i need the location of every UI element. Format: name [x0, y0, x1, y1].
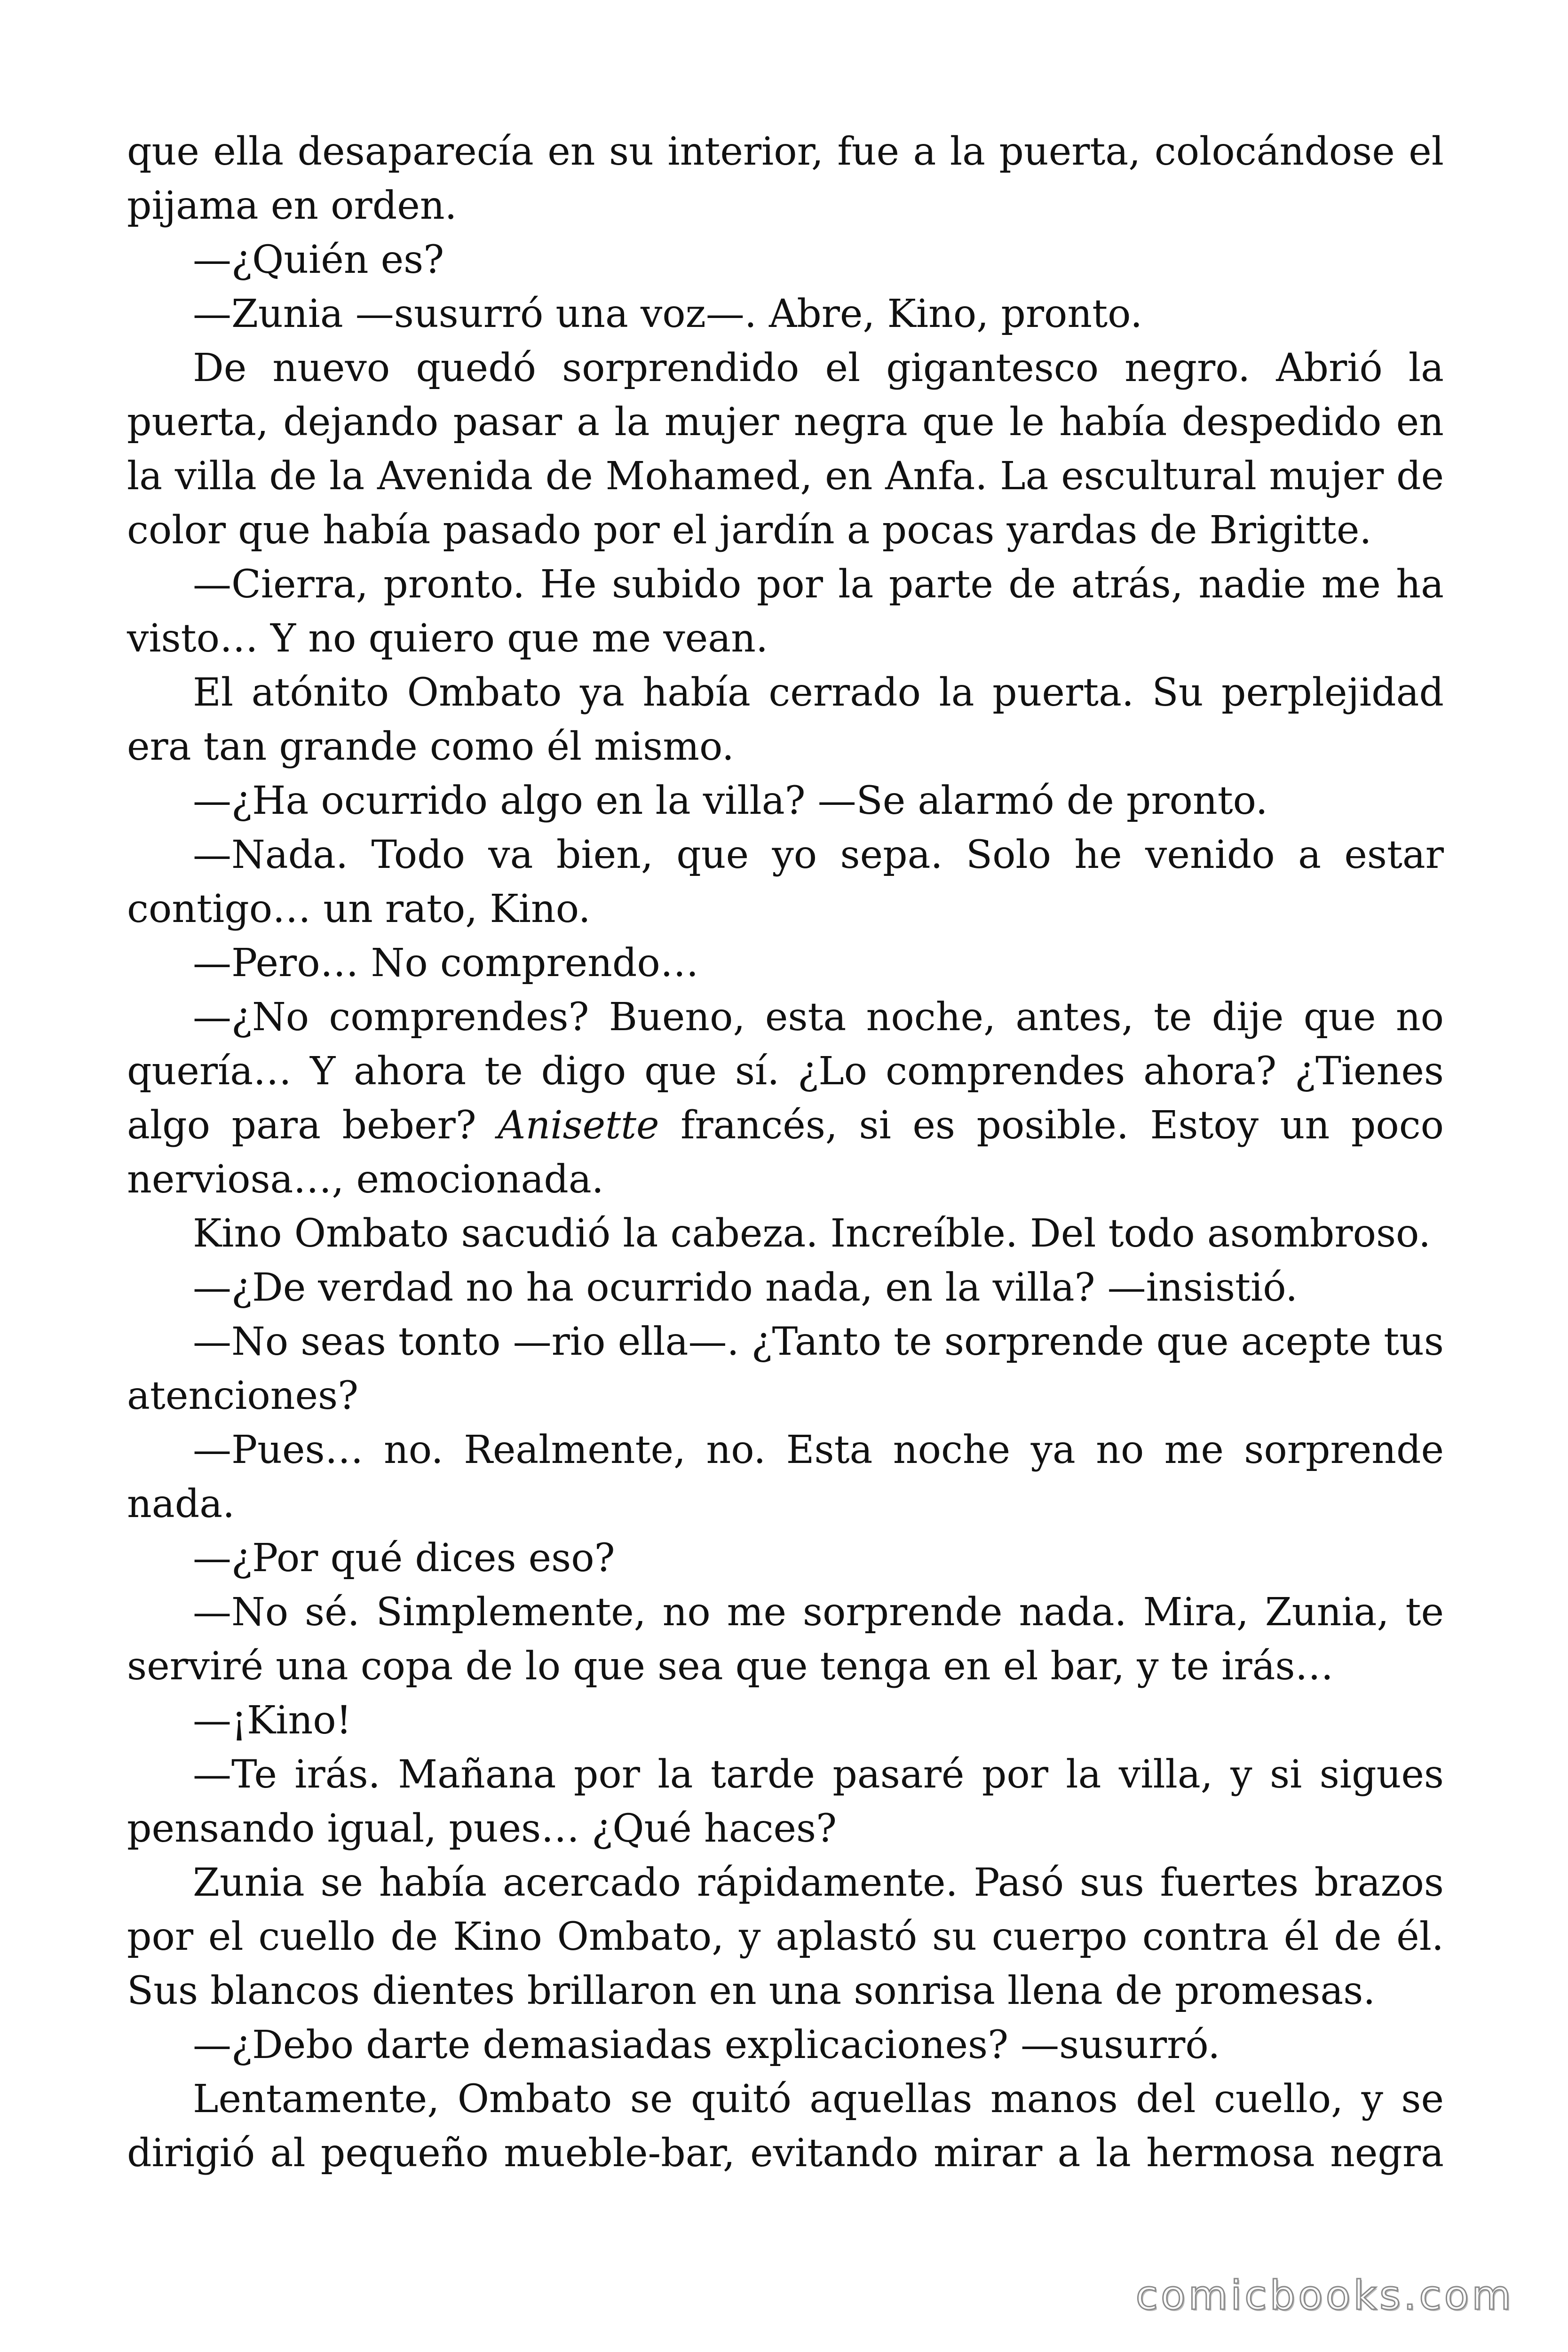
paragraph-text: —Pues… no. Realmente, no. Esta noche ya no me sorprende nada.	[127, 1428, 1444, 1526]
paragraph	[127, 1423, 1444, 1531]
paragraph-text: —¡Kino!	[193, 1698, 352, 1743]
paragraph-text: —¿Quién es?	[193, 238, 444, 282]
paragraph-text: Kino Ombato sacudió la cabeza. Increíble. Del todo asombroso.	[193, 1211, 1431, 1256]
paragraph-text: —Pero… No comprendo…	[193, 941, 699, 985]
paragraph-text: Zunia se había acercado rápidamente. Pasó sus fuertes brazos por el cuello de Kino Ombato, y aplastó su cuerpo contra él de él. Sus blancos dientes brillaron en una sonrisa llena de promesas.	[127, 1860, 1444, 2013]
paragraph-text: francés, si es posible. Estoy un poco nerviosa…, emocionada.	[127, 1103, 1444, 1202]
paragraph	[127, 125, 1444, 233]
paragraph	[127, 557, 1444, 666]
paragraph-text: —¿De verdad no ha ocurrido nada, en la villa? —insistió.	[193, 1265, 1298, 1310]
paragraph-text: —No sé. Simplemente, no me sorprende nada. Mira, Zunia, te serviré una copa de lo que sea que tenga en el bar, y te irás…	[127, 1590, 1444, 1689]
paragraph	[127, 287, 1444, 341]
paragraph	[127, 1585, 1444, 1693]
paragraph	[127, 828, 1444, 936]
paragraph	[127, 666, 1444, 774]
paragraph	[127, 2018, 1444, 2072]
paragraph-text: —Cierra, pronto. He subido por la parte de atrás, nadie me ha visto… Y no quiero que me vean.	[127, 562, 1444, 661]
paragraph-text: De nuevo quedó sorprendido el gigantesco negro. Abrió la puerta, dejando pasar a la mujer negra que le había despedido en la villa de la Avenida de Mohamed, en Anfa. La escultural mujer de color que había pasado por el jardín a pocas yardas de Brigitte.	[127, 346, 1444, 553]
paragraph	[127, 1261, 1444, 1315]
page-text-body	[127, 125, 1444, 2180]
paragraph	[127, 936, 1444, 990]
paragraph	[127, 774, 1444, 828]
paragraph-text: —¿Debo darte demasiadas explicaciones? —susurró.	[193, 2023, 1220, 2067]
paragraph-text: El atónito Ombato ya había cerrado la puerta. Su perplejidad era tan grande como él mismo.	[127, 670, 1444, 769]
paragraph-text: Lentamente, Ombato se quitó aquellas manos del cuello, y se dirigió al pequeño mueble-bar, evitando mirar a la hermosa negra	[127, 2077, 1444, 2176]
paragraph-text: —No seas tonto —rio ella—. ¿Tanto te sorprende que acepte tus atenciones?	[127, 1319, 1444, 1418]
paragraph	[127, 341, 1444, 557]
paragraph-text: —Te irás. Mañana por la tarde pasaré por la villa, y si sigues pensando igual, pues… ¿Qué haces?	[127, 1752, 1444, 1851]
paragraph-text: —Nada. Todo va bien, que yo sepa. Solo he venido a estar contigo… un rato, Kino.	[127, 833, 1444, 931]
paragraph	[127, 1856, 1444, 2018]
paragraph-text: que ella desaparecía en su interior, fue a la puerta, colocándose el pijama en orden.	[127, 129, 1444, 228]
paragraph-text: —Zunia —susurró una voz—. Abre, Kino, pronto.	[193, 292, 1143, 336]
paragraph	[127, 1748, 1444, 1856]
italic-text: Anisette	[498, 1103, 659, 1148]
paragraph	[127, 1315, 1444, 1423]
paragraph	[127, 1531, 1444, 1585]
paragraph-text: —¿Ha ocurrido algo en la villa? —Se alarmó de pronto.	[193, 779, 1268, 823]
paragraph	[127, 1207, 1444, 1261]
paragraph-text: —¿No comprendes? Bueno, esta noche, antes, te dije que no quería… Y ahora te digo que sí. ¿Lo comprendes ahora? ¿Tienes algo para beber?	[127, 995, 1444, 1148]
paragraph	[127, 2072, 1444, 2180]
watermark: comicbooks.com	[1135, 2272, 1514, 2319]
paragraph	[127, 233, 1444, 287]
paragraph	[127, 1693, 1444, 1748]
paragraph-text: —¿Por qué dices eso?	[193, 1536, 615, 1581]
paragraph	[127, 990, 1444, 1207]
